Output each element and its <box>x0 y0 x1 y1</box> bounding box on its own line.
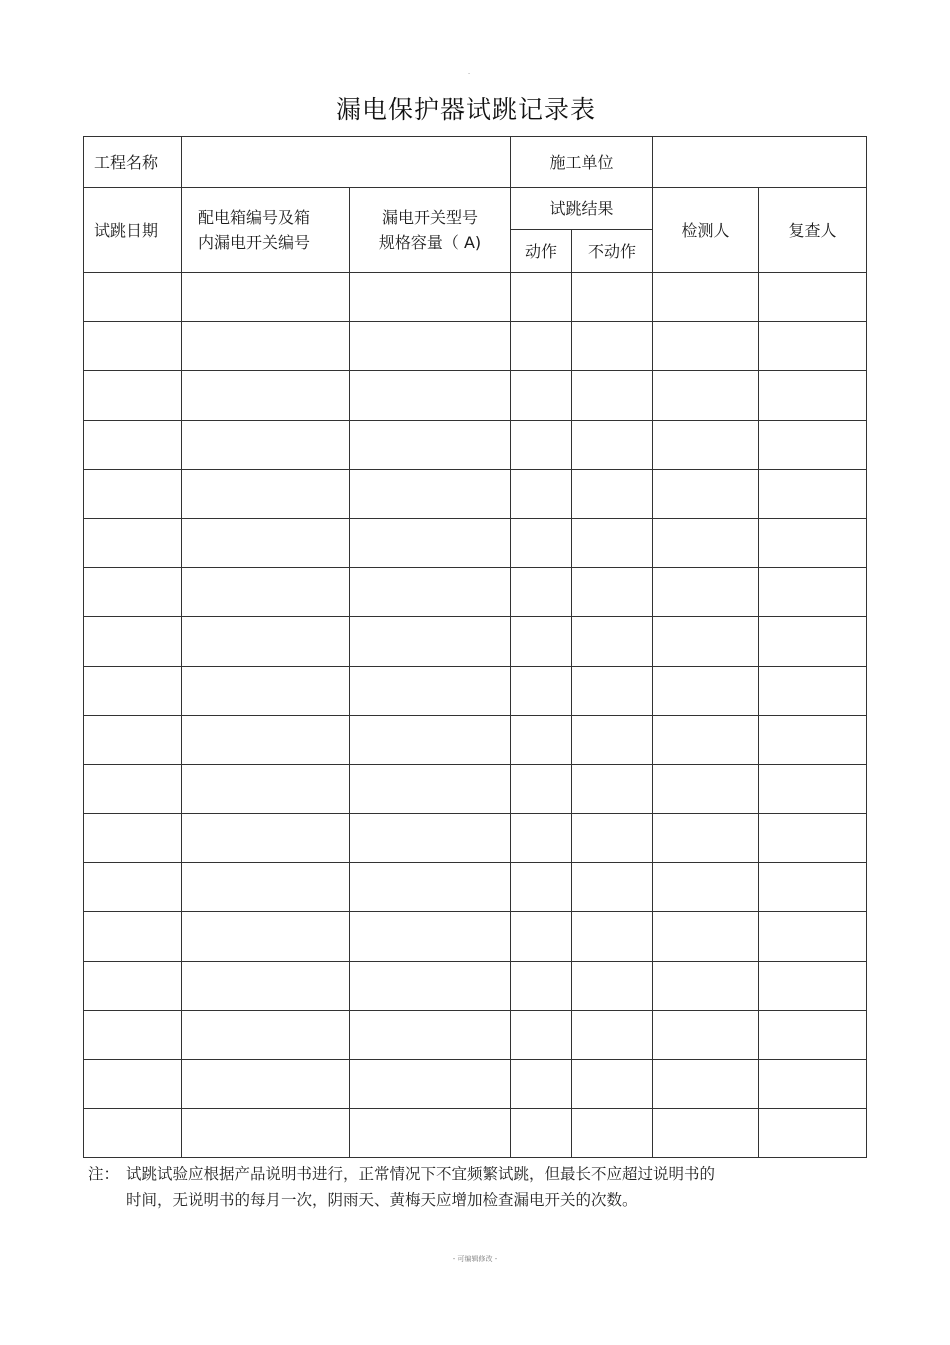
header-model-line1: 漏电开关型号 <box>381 208 478 227</box>
model-capacity-cell[interactable] <box>350 273 511 322</box>
box-number-cell[interactable] <box>182 863 350 912</box>
table-row <box>84 863 867 912</box>
date-cell[interactable] <box>84 322 182 371</box>
header-date: 试跳日期 <box>84 188 182 273</box>
table-row <box>84 666 867 715</box>
model-capacity-cell[interactable] <box>350 469 511 518</box>
date-cell[interactable] <box>84 469 182 518</box>
result-no-act-cell[interactable] <box>572 568 653 617</box>
result-act-cell[interactable] <box>511 469 572 518</box>
table-row <box>84 420 867 469</box>
date-cell[interactable] <box>84 617 182 666</box>
record-table <box>83 136 867 1158</box>
result-no-act-cell[interactable] <box>572 322 653 371</box>
reviewer-cell[interactable] <box>759 912 867 961</box>
date-cell[interactable] <box>84 273 182 322</box>
header-box-number <box>182 188 350 273</box>
reviewer-cell[interactable] <box>759 371 867 420</box>
box-number-cell[interactable] <box>182 371 350 420</box>
header-result-act: 动作 <box>511 230 572 273</box>
result-act-cell[interactable] <box>511 617 572 666</box>
box-number-cell[interactable] <box>182 814 350 863</box>
date-cell[interactable] <box>84 1060 182 1109</box>
date-cell[interactable] <box>84 961 182 1010</box>
model-capacity-cell[interactable] <box>350 764 511 813</box>
model-capacity-cell[interactable] <box>350 814 511 863</box>
box-number-cell[interactable] <box>182 715 350 764</box>
inspector-cell[interactable] <box>653 469 759 518</box>
result-no-act-cell[interactable] <box>572 912 653 961</box>
result-act-cell[interactable] <box>511 715 572 764</box>
header-inspector: 检测人 <box>653 188 759 273</box>
result-no-act-cell[interactable] <box>572 469 653 518</box>
inspector-cell[interactable] <box>653 273 759 322</box>
inspector-cell[interactable] <box>653 715 759 764</box>
result-no-act-cell[interactable] <box>572 617 653 666</box>
result-no-act-cell[interactable] <box>572 961 653 1010</box>
reviewer-cell[interactable] <box>759 715 867 764</box>
table-row <box>84 617 867 666</box>
box-number-cell[interactable] <box>182 420 350 469</box>
column-header-row <box>84 188 867 230</box>
result-act-cell[interactable] <box>511 1010 572 1059</box>
date-cell[interactable] <box>84 863 182 912</box>
inspector-cell[interactable] <box>653 371 759 420</box>
date-cell[interactable] <box>84 518 182 567</box>
date-cell[interactable] <box>84 715 182 764</box>
inspector-cell[interactable] <box>653 814 759 863</box>
date-cell[interactable] <box>84 568 182 617</box>
reviewer-cell[interactable] <box>759 273 867 322</box>
box-number-cell[interactable] <box>182 1060 350 1109</box>
header-test-result: 试跳结果 <box>511 188 653 230</box>
table-row <box>84 322 867 371</box>
table-row <box>84 469 867 518</box>
footnote-prefix: 注： <box>88 1165 120 1183</box>
header-result-no-act: 不动作 <box>572 230 653 273</box>
inspector-cell[interactable] <box>653 961 759 1010</box>
page-title: 漏电保护器试跳记录表 <box>335 95 596 124</box>
result-act-cell[interactable] <box>511 420 572 469</box>
table-row <box>84 371 867 420</box>
date-cell[interactable] <box>84 666 182 715</box>
model-capacity-cell[interactable] <box>350 1010 511 1059</box>
date-cell[interactable] <box>84 814 182 863</box>
inspector-cell[interactable] <box>653 863 759 912</box>
inspector-cell[interactable] <box>653 666 759 715</box>
result-act-cell[interactable] <box>511 863 572 912</box>
box-number-cell[interactable] <box>182 1109 350 1158</box>
header-model-capacity <box>350 188 511 273</box>
result-act-cell[interactable] <box>511 1060 572 1109</box>
reviewer-cell[interactable] <box>759 1060 867 1109</box>
model-capacity-cell[interactable] <box>350 666 511 715</box>
footnote <box>88 1161 848 1213</box>
result-no-act-cell[interactable] <box>572 1109 653 1158</box>
contractor-field[interactable] <box>653 137 867 188</box>
table-row <box>84 1060 867 1109</box>
box-number-cell[interactable] <box>182 469 350 518</box>
result-act-cell[interactable] <box>511 568 572 617</box>
result-no-act-cell[interactable] <box>572 764 653 813</box>
table-row <box>84 568 867 617</box>
table-row <box>84 518 867 567</box>
inspector-cell[interactable] <box>653 568 759 617</box>
header-box-number-line2: 内漏电开关编号 <box>198 233 311 252</box>
reviewer-cell[interactable] <box>759 617 867 666</box>
result-act-cell[interactable] <box>511 961 572 1010</box>
inspector-cell[interactable] <box>653 764 759 813</box>
model-capacity-cell[interactable] <box>350 420 511 469</box>
table-row <box>84 961 867 1010</box>
reviewer-cell[interactable] <box>759 863 867 912</box>
header-reviewer: 复查人 <box>759 188 867 273</box>
table-row <box>84 1109 867 1158</box>
result-act-cell[interactable] <box>511 666 572 715</box>
box-number-cell[interactable] <box>182 518 350 567</box>
inspector-cell[interactable] <box>653 1010 759 1059</box>
date-cell[interactable] <box>84 912 182 961</box>
box-number-cell[interactable] <box>182 273 350 322</box>
result-no-act-cell[interactable] <box>572 1010 653 1059</box>
box-number-cell[interactable] <box>182 666 350 715</box>
footnote-line1 <box>88 1161 848 1187</box>
reviewer-cell[interactable] <box>759 1010 867 1059</box>
result-no-act-cell[interactable] <box>572 666 653 715</box>
result-act-cell[interactable] <box>511 764 572 813</box>
date-cell[interactable] <box>84 1010 182 1059</box>
reviewer-cell[interactable] <box>759 666 867 715</box>
box-number-cell[interactable] <box>182 764 350 813</box>
footnote-text-line2: 时间，无说明书的每月一次，阴雨天、黄梅天应增加检查漏电开关的次数。 <box>126 1191 638 1209</box>
reviewer-cell[interactable] <box>759 764 867 813</box>
model-capacity-cell[interactable] <box>350 568 511 617</box>
result-act-cell[interactable] <box>511 273 572 322</box>
result-no-act-cell[interactable] <box>572 1060 653 1109</box>
footnote-text-line1: 试跳试验应根据产品说明书进行，正常情况下不宜频繁试跳，但最长不应超过说明书的 <box>126 1165 716 1183</box>
inspector-cell[interactable] <box>653 912 759 961</box>
model-capacity-cell[interactable] <box>350 518 511 567</box>
model-capacity-cell[interactable] <box>350 1109 511 1158</box>
model-capacity-cell[interactable] <box>350 322 511 371</box>
model-capacity-cell[interactable] <box>350 715 511 764</box>
result-act-cell[interactable] <box>511 371 572 420</box>
model-capacity-cell[interactable] <box>350 1060 511 1109</box>
contractor-label: 施工单位 <box>511 137 653 188</box>
model-capacity-cell[interactable] <box>350 371 511 420</box>
reviewer-cell[interactable] <box>759 469 867 518</box>
date-cell[interactable] <box>84 371 182 420</box>
box-number-cell[interactable] <box>182 961 350 1010</box>
table-row <box>84 814 867 863</box>
inspector-cell[interactable] <box>653 1060 759 1109</box>
date-cell[interactable] <box>84 1109 182 1158</box>
box-number-cell[interactable] <box>182 568 350 617</box>
reviewer-cell[interactable] <box>759 322 867 371</box>
table-row <box>84 715 867 764</box>
project-name-field[interactable] <box>182 137 511 188</box>
reviewer-cell[interactable] <box>759 518 867 567</box>
model-capacity-cell[interactable] <box>350 961 511 1010</box>
table-row <box>84 1010 867 1059</box>
header-model-line2: 规格容量（ A) <box>378 233 482 252</box>
table-row <box>84 912 867 961</box>
result-no-act-cell[interactable] <box>572 814 653 863</box>
result-no-act-cell[interactable] <box>572 371 653 420</box>
box-number-cell[interactable] <box>182 322 350 371</box>
table-row <box>84 764 867 813</box>
inspector-cell[interactable] <box>653 420 759 469</box>
inspector-cell[interactable] <box>653 322 759 371</box>
date-cell[interactable] <box>84 420 182 469</box>
date-cell[interactable] <box>84 764 182 813</box>
result-no-act-cell[interactable] <box>572 863 653 912</box>
top-mark: - <box>468 70 471 77</box>
reviewer-cell[interactable] <box>759 814 867 863</box>
reviewer-cell[interactable] <box>759 1109 867 1158</box>
result-act-cell[interactable] <box>511 518 572 567</box>
model-capacity-cell[interactable] <box>350 912 511 961</box>
box-number-cell[interactable] <box>182 617 350 666</box>
result-no-act-cell[interactable] <box>572 273 653 322</box>
result-no-act-cell[interactable] <box>572 715 653 764</box>
model-capacity-cell[interactable] <box>350 617 511 666</box>
reviewer-cell[interactable] <box>759 568 867 617</box>
result-act-cell[interactable] <box>511 322 572 371</box>
table-row <box>84 273 867 322</box>
page-footer: - 可编辑修改 - <box>452 1255 498 1263</box>
result-act-cell[interactable] <box>511 1109 572 1158</box>
project-name-label: 工程名称 <box>84 137 182 188</box>
inspector-cell[interactable] <box>653 617 759 666</box>
reviewer-cell[interactable] <box>759 961 867 1010</box>
inspector-cell[interactable] <box>653 1109 759 1158</box>
result-no-act-cell[interactable] <box>572 420 653 469</box>
box-number-cell[interactable] <box>182 1010 350 1059</box>
header-box-number-line1: 配电箱编号及箱 <box>198 208 311 227</box>
info-row <box>84 137 867 188</box>
reviewer-cell[interactable] <box>759 420 867 469</box>
box-number-cell[interactable] <box>182 912 350 961</box>
record-table-body <box>84 137 867 1158</box>
model-capacity-cell[interactable] <box>350 863 511 912</box>
result-act-cell[interactable] <box>511 912 572 961</box>
result-no-act-cell[interactable] <box>572 518 653 567</box>
result-act-cell[interactable] <box>511 814 572 863</box>
inspector-cell[interactable] <box>653 518 759 567</box>
